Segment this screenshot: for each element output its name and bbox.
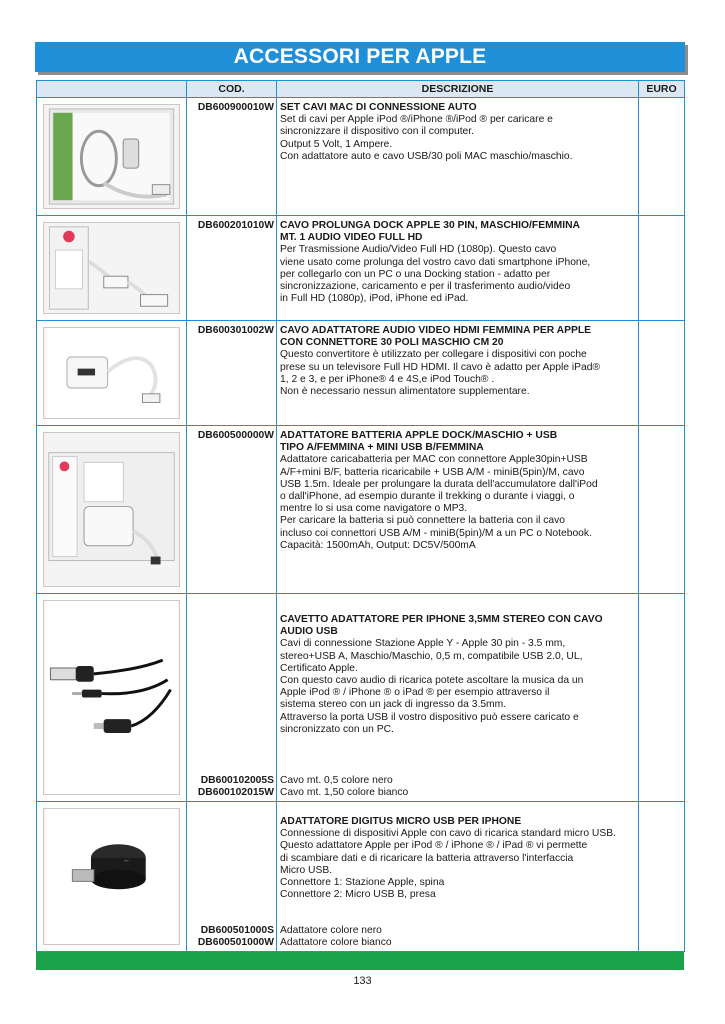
- description-line: Non è necessario nessun alimentatore supplementare.: [280, 386, 530, 398]
- description-line: Per caricare la batteria si può connettere la batteria con il cavo: [280, 515, 566, 527]
- description-line: Connessione di dispositivi Apple con cavo di ricarica standard micro USB.: [280, 828, 616, 840]
- description-line: sincronizzare il dispositivo con il computer.: [280, 126, 475, 138]
- product-title: CAVETTO ADATTATORE PER IPHONE 3,5MM STEREO CON CAVO AUDIO USB: [280, 614, 603, 638]
- page-number: 133: [353, 975, 372, 987]
- variant-code: DB600501000W: [197, 936, 274, 948]
- product-image-cell: [37, 216, 187, 321]
- product-table: [36, 80, 685, 952]
- variant-description: Adattatore colore nero: [280, 924, 382, 936]
- product-description-cell: [277, 321, 639, 426]
- description-line: per collegarlo con un PC o una Docking station - adatto per: [280, 268, 551, 280]
- description-line: Cavi di connessione Stazione Apple Y - Apple 30 pin - 3.5 mm,: [280, 638, 566, 650]
- product-image-cell: [37, 426, 187, 594]
- dock-extension-cable-icon: [43, 222, 180, 314]
- product-title: SET CAVI MAC DI CONNESSIONE AUTO: [280, 102, 477, 113]
- description-line: Output 5 Volt, 1 Ampere.: [280, 138, 393, 150]
- table-header-row: [37, 81, 685, 98]
- table-row: [37, 321, 685, 426]
- header-cod: COD.: [187, 81, 277, 98]
- description-line: sincronizzazione, caricamento e per il trasferimento audio/video: [280, 281, 571, 293]
- product-description-cell: [277, 216, 639, 321]
- product-code-cell: [187, 216, 277, 321]
- description-line: Capacità: 1500mAh, Output: DC5V/500mA: [280, 539, 476, 551]
- description-line: Certificato Apple.: [280, 662, 358, 674]
- product-title: ADATTATORE BATTERIA APPLE DOCK/MASCHIO + USB TIPO A/FEMMINA + MINI USB B/FEMMINA: [280, 430, 558, 454]
- product-code-cell: [187, 594, 277, 802]
- header-image: [37, 81, 187, 98]
- table-row: [37, 594, 685, 802]
- description-line: sistema stereo con un jack di ingresso da 3.5mm.: [280, 699, 507, 711]
- table-row: [37, 98, 685, 216]
- description-line: Per Trasmissione Audio/Video Full HD (1080p). Questo cavo: [280, 244, 557, 256]
- product-code: DB600301002W: [197, 325, 274, 336]
- description-line: Adattatore caricabatteria per MAC con connettore Apple30pin+USB: [280, 454, 588, 466]
- description-line: 1, 2 e 3, e per iPhone® 4 e 4S,e iPod Touch® .: [280, 373, 495, 385]
- description-line: Connettore 1: Stazione Apple, spina: [280, 877, 445, 889]
- product-image-cell: [37, 321, 187, 426]
- variant-description: Cavo mt. 0,5 colore nero: [280, 774, 393, 786]
- description-line: sincronizzato con un PC.: [280, 723, 394, 735]
- page-title: ACCESSORI PER APPLE: [35, 42, 685, 72]
- variant-code: DB600102015W: [197, 786, 274, 798]
- product-description-cell: [277, 98, 639, 216]
- product-code-cell: [187, 321, 277, 426]
- product-description-cell: [277, 426, 639, 594]
- description-line: stereo+USB A, Maschio/Maschio, 0,5 m, compatibile USB 2.0, UL,: [280, 650, 583, 662]
- product-title: ADATTATORE DIGITUS MICRO USB PER IPHONE: [280, 816, 522, 827]
- product-code-cell: [187, 426, 277, 594]
- product-code-cell: [187, 802, 277, 952]
- price-cell: [639, 321, 685, 426]
- price-cell: [639, 802, 685, 952]
- description-line: Questo adattatore Apple per iPod ® / iPhone ® / iPad ® vi permette: [280, 840, 588, 852]
- description-line: Connettore 2: Micro USB B, presa: [280, 889, 436, 901]
- description-line: prese su un televisore Full HD HDMI. Il cavo è adatto per Apple iPad®: [280, 361, 601, 373]
- table-row: [37, 802, 685, 952]
- product-description-cell: [277, 802, 639, 952]
- description-line: Con questo cavo audio di ricarica potete ascoltare la musica da un: [280, 675, 584, 687]
- description-line: mentre lo si usa come navigatore o MP3.: [280, 503, 468, 515]
- price-cell: [639, 216, 685, 321]
- product-code: DB600500000W: [197, 430, 274, 441]
- description-line: di scambiare dati e di ricaricare la batteria attraverso l'interfaccia: [280, 852, 574, 864]
- hdmi-adapter-icon: [43, 327, 180, 419]
- variant-description: Adattatore colore bianco: [280, 936, 392, 948]
- header-descrizione: DESCRIZIONE: [277, 81, 639, 98]
- product-image-cell: [37, 98, 187, 216]
- variant-code: DB600102005S: [200, 774, 274, 786]
- price-cell: [639, 98, 685, 216]
- description-line: Apple iPod ® / iPhone ® o iPad ® per esempio attraverso il: [280, 687, 550, 699]
- battery-adapter-icon: [43, 432, 180, 587]
- product-description-cell: [277, 594, 639, 802]
- description-line: Con adattatore auto e cavo USB/30 poli MAC maschio/maschio.: [280, 150, 573, 162]
- footer-bar: [36, 952, 684, 970]
- description-line: in Full HD (1080p), iPod, iPhone ed iPad.: [280, 293, 469, 305]
- product-title: CAVO PROLUNGA DOCK APPLE 30 PIN, MASCHIO/FEMMINA MT. 1 AUDIO VIDEO FULL HD: [280, 220, 580, 244]
- description-line: USB 1.5m. Ideale per prolungare la durata dell'accumulatore dall'iPod: [280, 478, 598, 490]
- product-code-cell: [187, 98, 277, 216]
- description-line: Questo convertitore è utilizzato per collegare i dispositivi con poche: [280, 349, 587, 361]
- product-code: DB600201010W: [197, 220, 274, 231]
- description-line: Micro USB.: [280, 864, 333, 876]
- micro-usb-adapter-icon: [43, 808, 180, 945]
- product-image-cell: [37, 594, 187, 802]
- product-image-cell: [37, 802, 187, 952]
- table-row: [37, 216, 685, 321]
- description-line: Attraverso la porta USB il vostro dispositivo può essere caricato e: [280, 711, 579, 723]
- variant-description: Cavo mt. 1,50 colore bianco: [280, 786, 409, 798]
- header-euro: EURO: [639, 81, 685, 98]
- description-line: o dall'iPhone, ad esempio durante il trekking o durante i viaggi, o: [280, 491, 575, 503]
- description-line: A/F+mini B/F, batteria ricaricabile + USB A/M - miniB(5pin)/M, cavo: [280, 466, 585, 478]
- product-code: DB600900010W: [197, 102, 274, 113]
- stereo-usb-cable-icon: [43, 600, 180, 795]
- price-cell: [639, 594, 685, 802]
- price-cell: [639, 426, 685, 594]
- description-line: Set di cavi per Apple iPod ®/iPhone ®/iPod ® per caricare e: [280, 114, 553, 126]
- table-row: [37, 426, 685, 594]
- variant-code: DB600501000S: [200, 924, 274, 936]
- description-line: viene usato come prolunga del vostro cavo dati smartphone iPhone,: [280, 256, 591, 268]
- usb-car-cable-set-icon: [43, 104, 180, 209]
- product-title: CAVO ADATTATORE AUDIO VIDEO HDMI FEMMINA PER APPLE CON CONNETTORE 30 POLI MASCHIO CM 20: [280, 325, 592, 349]
- svg-text:∼: ∼: [123, 857, 129, 865]
- description-line: incluso coi connettori USB A/M - miniB(5pin)/M a un PC o Notebook.: [280, 527, 592, 539]
